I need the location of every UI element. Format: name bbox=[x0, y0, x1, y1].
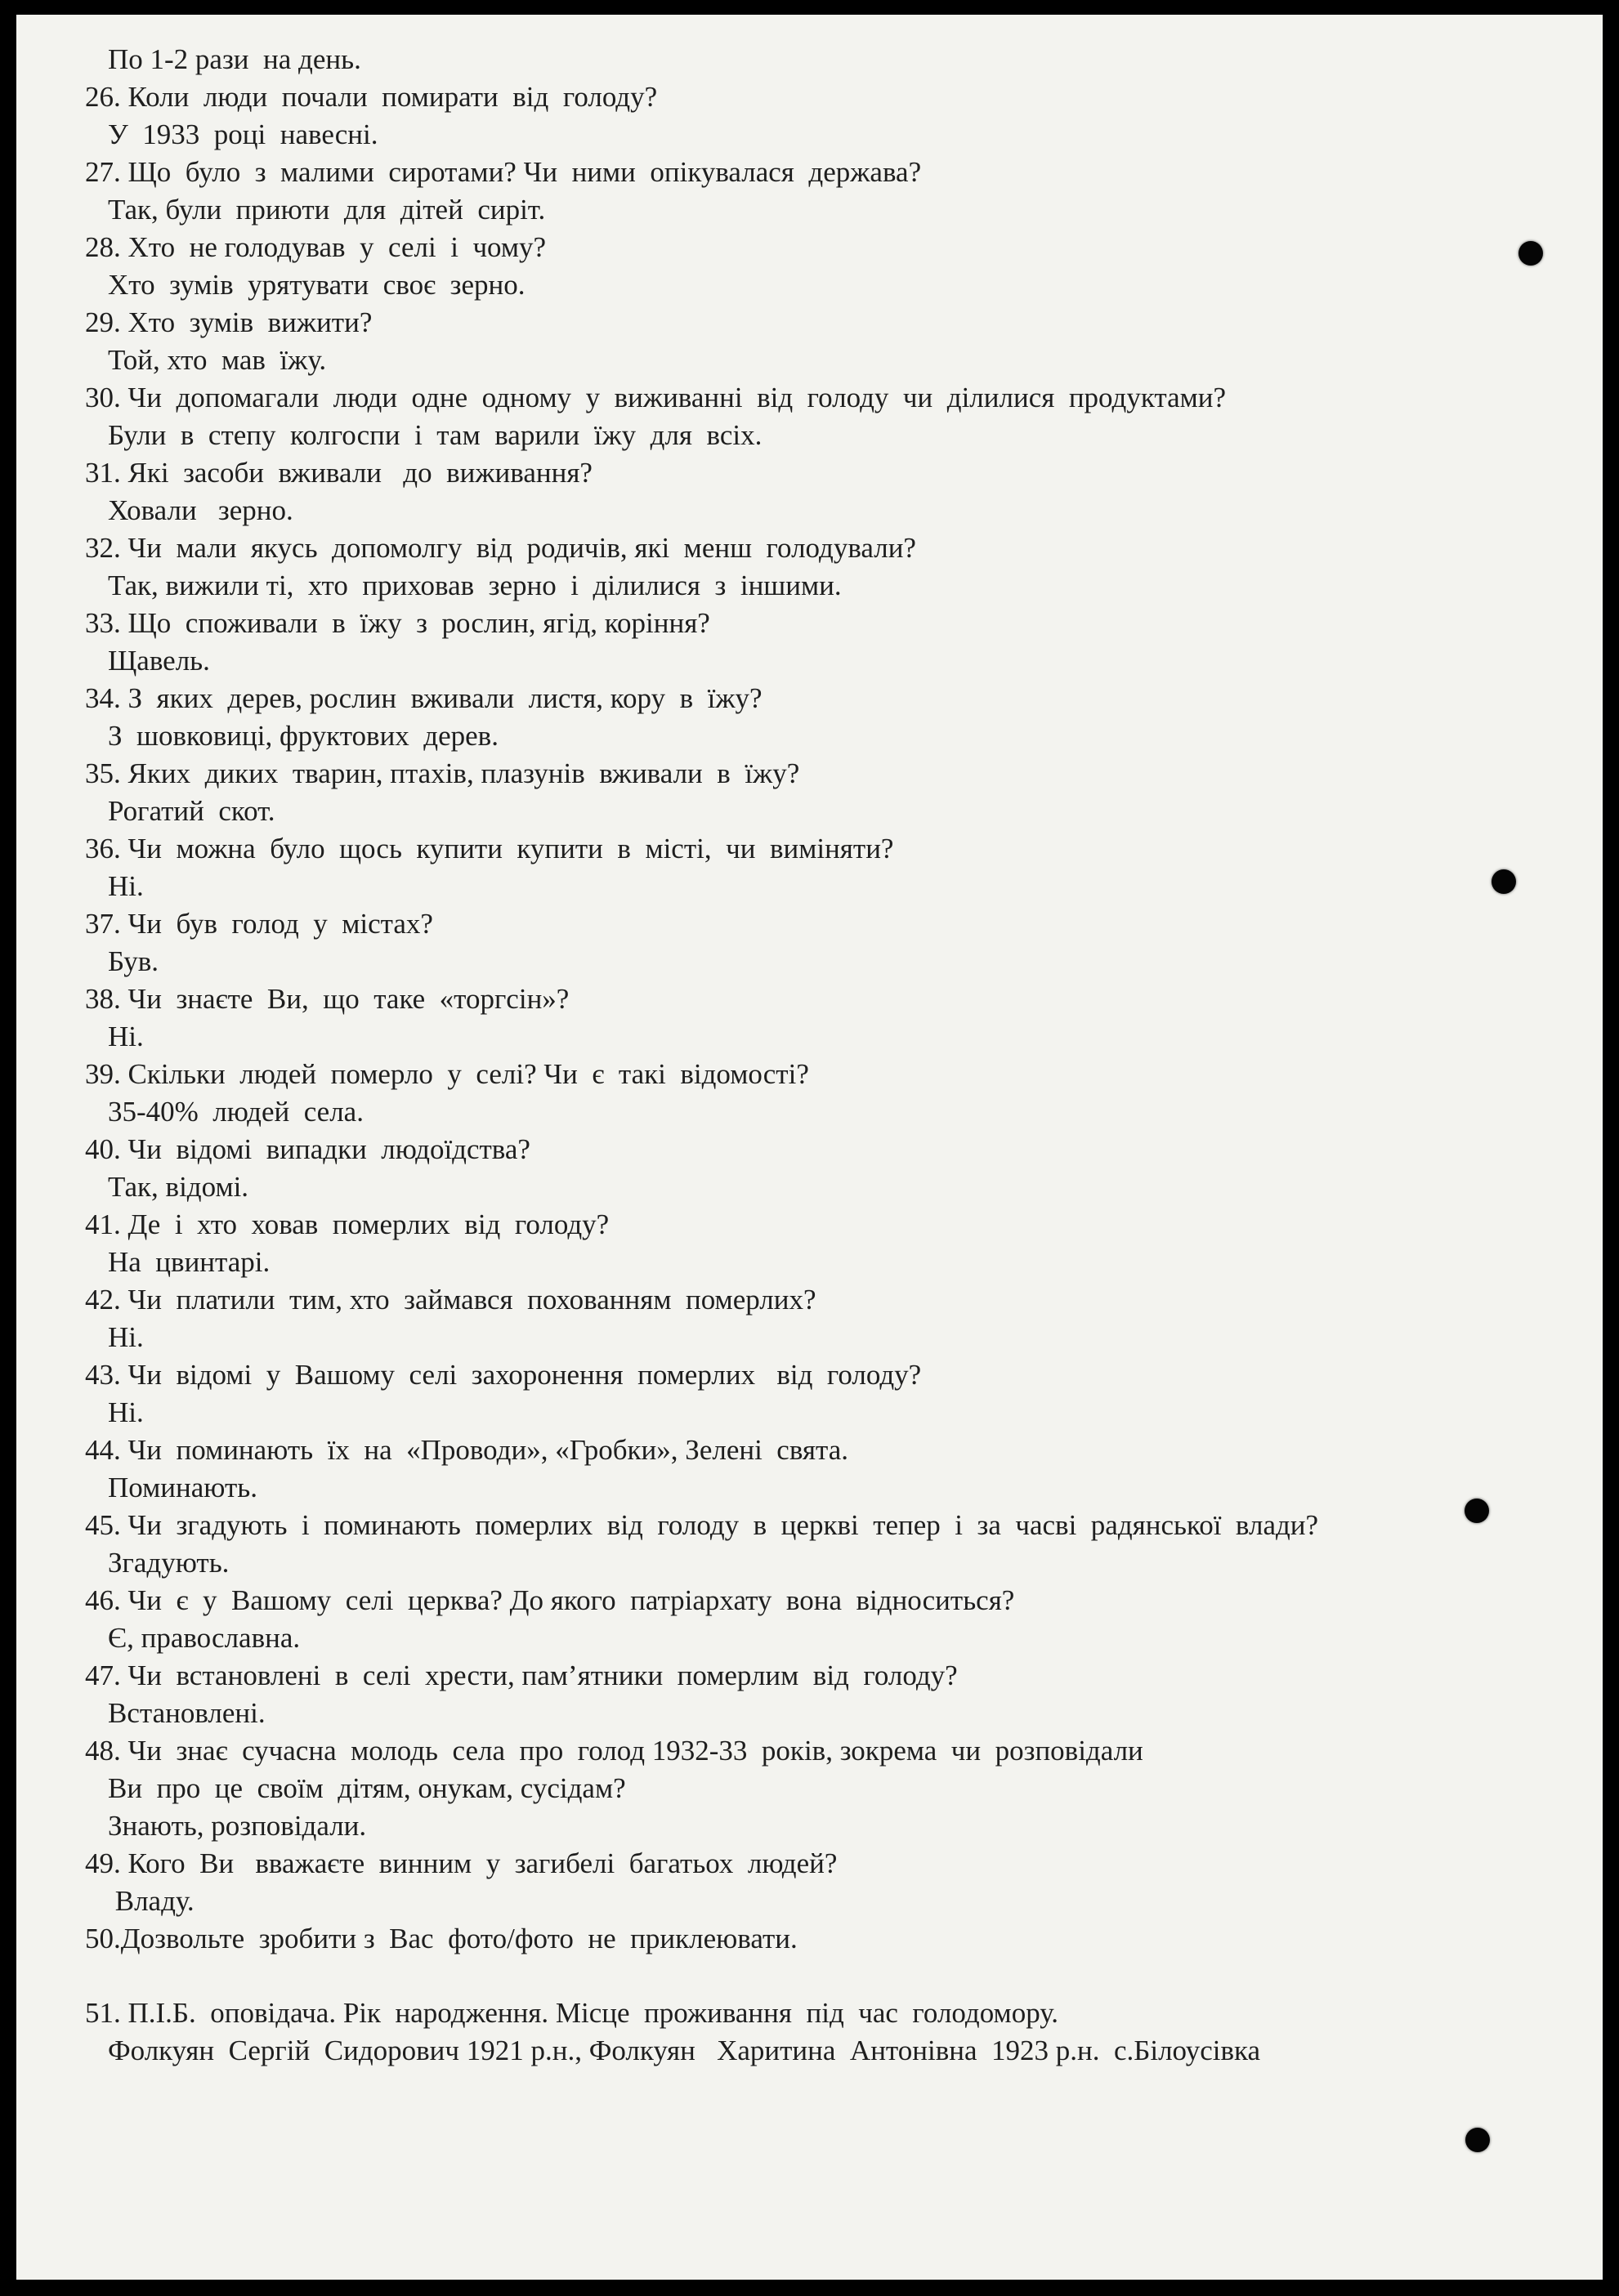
answer-line: По 1-2 рази на день. bbox=[108, 43, 361, 75]
question-line: 31. Які засоби вживали до виживання? bbox=[85, 457, 593, 489]
answer-line: У 1933 році навесні. bbox=[108, 118, 378, 150]
question-line: 41. Де і хто ховав померлих від голоду? bbox=[85, 1208, 610, 1240]
question-line: 39. Скільки людей померло у селі? Чи є такі відомості? bbox=[85, 1058, 809, 1090]
punch-hole-1 bbox=[1518, 241, 1543, 266]
question-line: 49. Кого Ви вважаєте винним у загибелі багатьох людей? bbox=[85, 1847, 838, 1879]
answer-line: Ні. bbox=[108, 1321, 144, 1353]
question-line: 43. Чи відомі у Вашому селі захоронення померлих від голоду? bbox=[85, 1359, 922, 1391]
question-line: 38. Чи знаєте Ви, що таке «торгсін»? bbox=[85, 983, 570, 1015]
blank-line bbox=[85, 1958, 1572, 1994]
question-line: 48. Чи знає сучасна молодь села про голод 1932-33 років, зокрема чи розповідали bbox=[85, 1735, 1143, 1767]
answer-line: 35-40% людей села. bbox=[108, 1096, 364, 1128]
answer-line: Так, відомі. bbox=[108, 1171, 249, 1203]
answer-line: Є, православна. bbox=[108, 1622, 301, 1654]
question-line: 35. Яких диких тварин, птахів, плазунів вживали в їжу? bbox=[85, 757, 800, 789]
answer-line: Так, вижили ті, хто приховав зерно і ділилися з іншими. bbox=[108, 570, 842, 601]
question-line: 27. Що було з малими сиротами? Чи ними опікувалася держава? bbox=[85, 156, 922, 188]
answer-line: Хто зумів урятувати своє зерно. bbox=[108, 269, 526, 301]
answer-line: Були в степу колгоспи і там варили їжу для всіх. bbox=[108, 419, 763, 451]
answer-line: Рогатий скот. bbox=[108, 795, 275, 827]
answer-line: На цвинтарі. bbox=[108, 1246, 271, 1278]
question-line: 33. Що споживали в їжу з рослин, ягід, коріння? bbox=[85, 607, 710, 639]
answer-line: Ви про це своїм дітям, онукам, сусідам? bbox=[108, 1772, 626, 1804]
document-sheet bbox=[16, 15, 1603, 2280]
question-line: 51. П.І.Б. оповідача. Рік народження. Місце проживання під час голодомору. bbox=[85, 1997, 1058, 2029]
answer-line: Ні. bbox=[108, 870, 144, 902]
answer-line: Поминають. bbox=[108, 1472, 257, 1503]
question-line: 36. Чи можна було щось купити купити в місті, чи виміняти? bbox=[85, 833, 894, 864]
punch-hole-3 bbox=[1465, 1499, 1489, 1523]
question-line: 34. З яких дерев, рослин вживали листя, кору в їжу? bbox=[85, 682, 763, 714]
question-line: 30. Чи допомагали люди одне одному у виживанні від голоду чи ділилися продуктами? bbox=[85, 382, 1227, 413]
punch-hole-4 bbox=[1465, 2128, 1490, 2152]
answer-line: Знають, розповідали. bbox=[108, 1810, 367, 1842]
answer-line: Згадують. bbox=[108, 1547, 230, 1579]
answer-line: Владу. bbox=[108, 1885, 195, 1917]
question-line: 44. Чи поминають їх на «Проводи», «Гробки», Зелені свята. bbox=[85, 1434, 849, 1466]
question-line: 46. Чи є у Вашому селі церква? До якого патріархату вона відноситься? bbox=[85, 1584, 1015, 1616]
question-line: 37. Чи був голод у містах? bbox=[85, 908, 433, 940]
answer-line: З шовковиці, фруктових дерев. bbox=[108, 720, 499, 752]
questionnaire-text bbox=[85, 41, 1572, 2070]
question-line: 42. Чи платили тим, хто займався похованням померлих? bbox=[85, 1284, 816, 1316]
answer-line: Так, були приюти для дітей сиріт. bbox=[108, 194, 546, 226]
question-line: 29. Хто зумів вижити? bbox=[85, 306, 373, 338]
answer-line: Ховали зерно. bbox=[108, 494, 293, 526]
question-line: 47. Чи встановлені в селі хрести, пам’ятники померлим від голоду? bbox=[85, 1659, 958, 1691]
question-line: 28. Хто не голодував у селі і чому? bbox=[85, 231, 547, 263]
question-line: 45. Чи згадують і поминають померлих від голоду в церкві тепер і за часві радянської влади? bbox=[85, 1509, 1319, 1541]
answer-line: Ні. bbox=[108, 1396, 144, 1428]
answer-line: Щавель. bbox=[108, 645, 210, 677]
answer-line: Встановлені. bbox=[108, 1697, 266, 1729]
answer-line: Фолкуян Сергій Сидорович 1921 р.н., Фолкуян Харитина Антонівна 1923 р.н. с.Білоусівка bbox=[108, 2035, 1261, 2066]
answer-line: Той, хто мав їжу. bbox=[108, 344, 327, 376]
answer-line: Був. bbox=[108, 945, 159, 977]
question-line: 26. Коли люди почали помирати від голоду? bbox=[85, 81, 658, 113]
question-line: 32. Чи мали якусь допомолгу від родичів, які менш голодували? bbox=[85, 532, 916, 564]
punch-hole-2 bbox=[1492, 869, 1516, 894]
question-line: 50.Дозвольте зробити з Вас фото/фото не приклеювати. bbox=[85, 1923, 798, 1954]
question-line: 40. Чи відомі випадки людоїдства? bbox=[85, 1133, 530, 1165]
answer-line: Ні. bbox=[108, 1021, 144, 1052]
